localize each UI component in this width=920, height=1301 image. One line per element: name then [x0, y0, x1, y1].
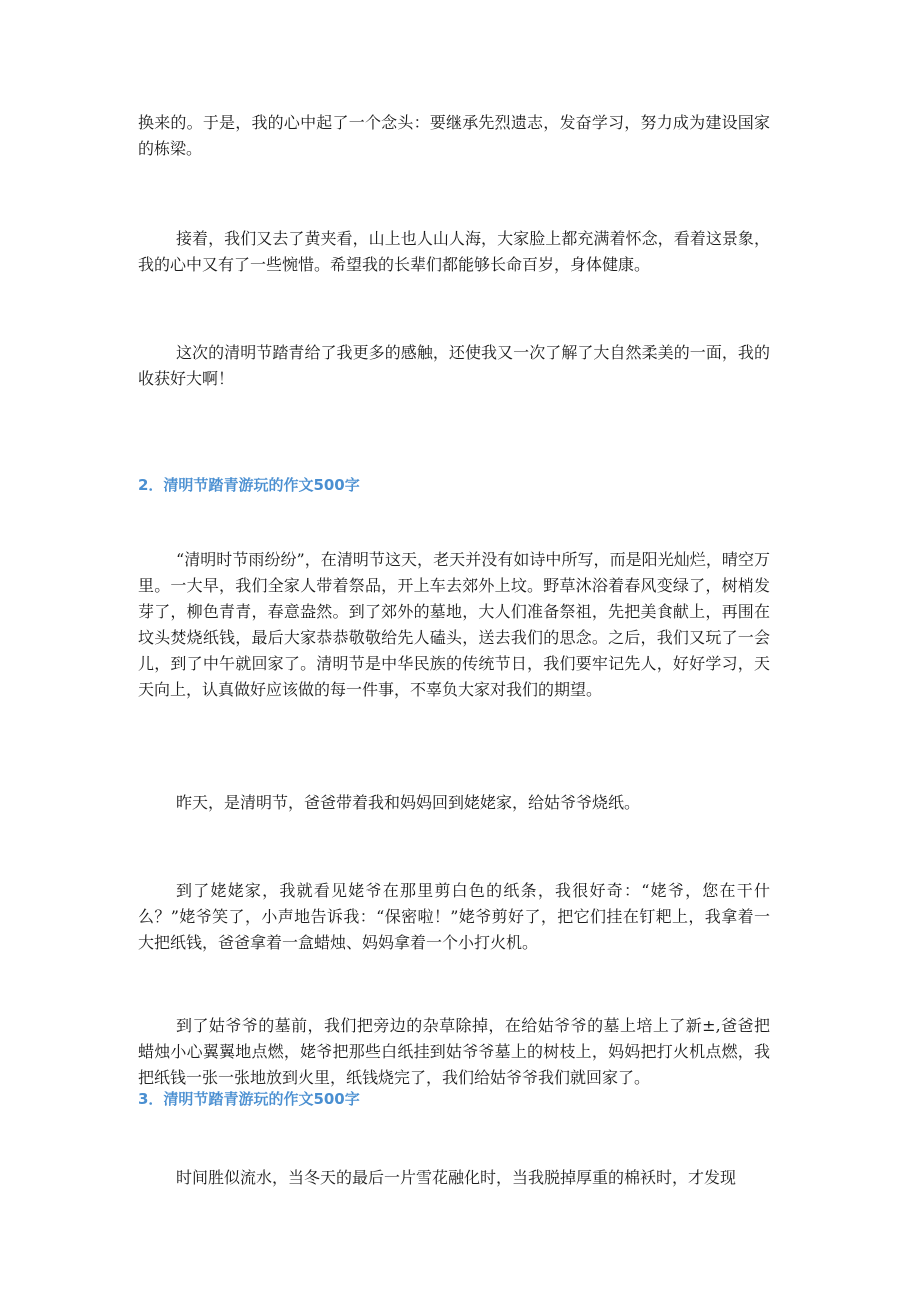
paragraph-7: 到了姑爷爷的墓前，我们把旁边的杂草除掉，在给姑爷爷的墓上培上了新±,爸爸把蜡烛小心翼翼地点燃，姥爷把那些白纸挂到姑爷爷墓上的树枝上，妈妈把打火机点燃，我把纸钱一张一张地放到火里，纸钱烧完了，我们给姑爷爷我们就回家了。: [138, 1016, 770, 1087]
paragraph-6: 到了姥姥家，我就看见姥爷在那里剪白色的纸条，我很好奇：“姥爷，您在干什么？”姥爷笑了，小声地告诉我：“保密啦！”姥爷剪好了，把它们挂在钉耙上，我拿着一大把纸钱，爸爸拿着一盒蜡烛、妈妈拿着一个小打火机。: [138, 881, 770, 952]
section-heading-2: 2．清明节踏青游玩的作文500字: [138, 476, 360, 494]
paragraph-5: 昨天，是清明节，爸爸带着我和妈妈回到姥姥家，给姑爷爷烧纸。: [176, 793, 641, 812]
paragraph-3: 这次的清明节踏青给了我更多的感触，还使我又一次了解了大自然柔美的一面，我的收获好大啊！: [138, 343, 770, 388]
paragraph-2: 接着，我们又去了黄夹看，山上也人山人海，大家脸上都充满着怀念，看着这景象，我的心中又有了一些惋惜。希望我的长辈们都能够长命百岁，身体健康。: [138, 229, 770, 274]
paragraph-8: 时间胜似流水，当冬天的最后一片雪花融化时，当我脱掉厚重的棉袄时，才发现: [176, 1168, 737, 1187]
paragraph-1: 换来的。于是，我的心中起了一个念头：要继承先烈遗志，发奋学习，努力成为建设国家的栋梁。: [138, 113, 770, 158]
paragraph-4: “清明时节雨纷纷”，在清明节这天，老天并没有如诗中所写，而是阳光灿烂，晴空万里。一大早，我们全家人带着祭品，开上车去郊外上坟。野草沐浴着春风变绿了，树梢发芽了，柳色青青，春意盎然。到了郊外的墓地，大人们准备祭祖，先把美食献上，再围在坟头焚烧纸钱，最后大家恭恭敬敬给先人磕头，送去我们的思念。之后，我们又玩了一会儿，到了中午就回家了。清明节是中华民族的传统节日，我们要牢记先人，好好学习，天天向上，认真做好应该做的每一件事，不辜负大家对我们的期望。: [138, 550, 770, 699]
section-heading-3: 3．清明节踏青游玩的作文500字: [138, 1090, 360, 1108]
